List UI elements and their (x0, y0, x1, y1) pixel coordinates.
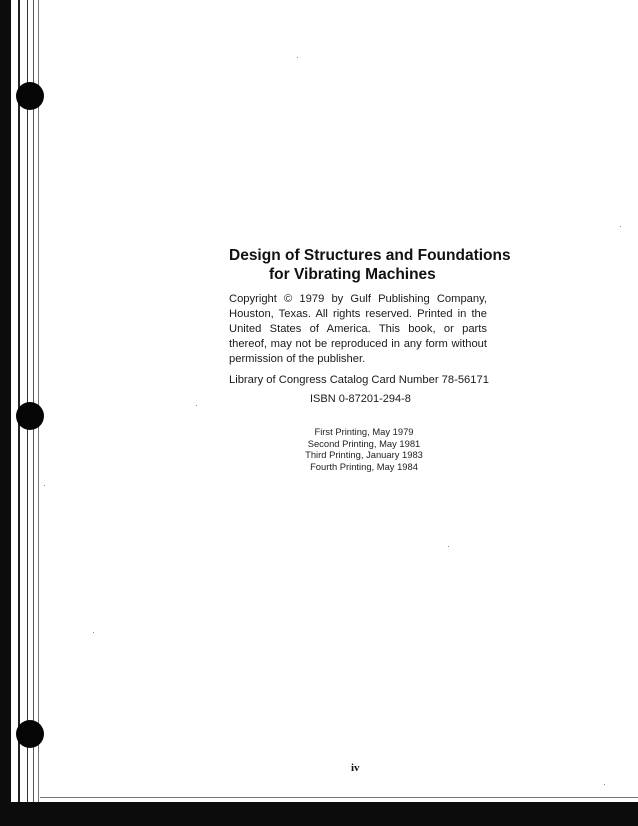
scan-speck (604, 784, 605, 785)
printing-history (229, 426, 499, 472)
printing-entry: Third Printing, January 1983 (305, 449, 423, 460)
punch-hole-bottom (16, 720, 44, 748)
scan-speck (620, 226, 621, 227)
book-title-line-1: Design of Structures and Foundations (229, 247, 511, 264)
punch-hole-middle (16, 402, 44, 430)
catalog-card-number: Library of Congress Catalog Card Number 78-56171 (229, 374, 489, 386)
book-title-line-2: for Vibrating Machines (269, 266, 436, 283)
binding-edge (0, 0, 11, 826)
scan-speck (448, 546, 449, 547)
bottom-edge-line (40, 797, 638, 798)
page-number: iv (351, 762, 360, 774)
copyright-block (229, 246, 511, 472)
isbn: ISBN 0-87201-294-8 (310, 393, 411, 405)
book-title (229, 246, 511, 284)
printing-entry: Fourth Printing, May 1984 (310, 460, 418, 472)
copyright-notice: Copyright © 1979 by Gulf Publishing Company, Houston, Texas. All rights reserved. Printed in the United States of America. This book, or parts thereof, may not be reproduced in any form without permission of the publisher. (229, 293, 487, 365)
scan-speck (93, 632, 94, 633)
scan-speck (297, 57, 298, 58)
printing-entry: Second Printing, May 1981 (307, 437, 421, 449)
printing-entry: First Printing, May 1979 (314, 426, 414, 437)
scan-speck (196, 405, 197, 406)
scan-speck (44, 485, 45, 486)
bottom-edge (0, 802, 638, 826)
punch-hole-top (16, 82, 44, 110)
